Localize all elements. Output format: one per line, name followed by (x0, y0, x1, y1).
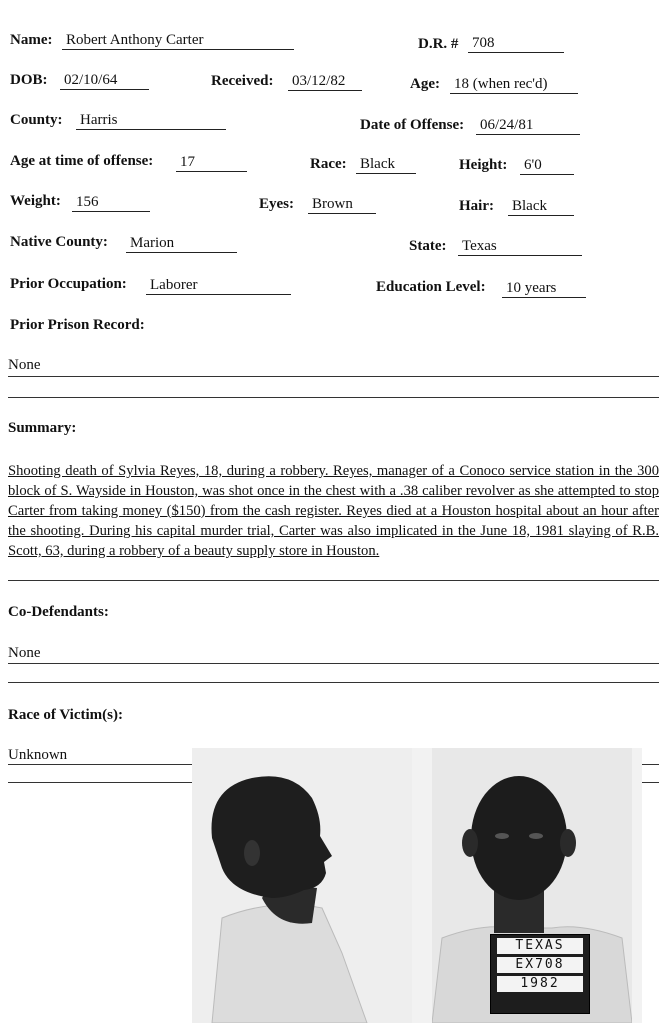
native-county-label: Native County: (10, 234, 108, 250)
placard-line-2: EX708 (497, 957, 583, 973)
underline-victim-left-2 (8, 782, 192, 783)
underline-prior-record-2 (8, 397, 659, 398)
placard-line-3: 1982 (497, 976, 583, 992)
age-label: Age: (410, 76, 440, 92)
age-at-offense-label: Age at time of offense: (10, 153, 154, 169)
native-county-value: Marion (126, 235, 237, 253)
received-label: Received: (211, 73, 274, 89)
underline-codef-1 (8, 663, 659, 664)
race-label: Race: (310, 156, 347, 172)
underline-codef-2 (8, 682, 659, 683)
name-value: Robert Anthony Carter (62, 32, 294, 50)
state-label: State: (409, 238, 447, 254)
dr-value: 708 (468, 35, 564, 53)
education-level-value: 10 years (502, 280, 586, 298)
co-defendants-heading: Co-Defendants: (8, 604, 109, 620)
underline-victim-right-2 (641, 782, 659, 783)
dr-label: D.R. # (418, 36, 459, 52)
prior-occupation-value: Laborer (146, 277, 291, 295)
underline-victim-left-1 (8, 764, 192, 765)
race-value: Black (356, 156, 416, 174)
dob-label: DOB: (10, 72, 48, 88)
prior-prison-record-heading: Prior Prison Record: (10, 317, 145, 333)
date-of-offense-label: Date of Offense: (360, 117, 465, 133)
eyes-label: Eyes: (259, 196, 294, 212)
underline-victim-right-1 (641, 764, 659, 765)
underline-summary (8, 580, 659, 581)
weight-value: 156 (72, 194, 150, 212)
eyes-value: Brown (308, 196, 376, 214)
placard (490, 934, 590, 1014)
height-value: 6'0 (520, 157, 574, 175)
hair-value: Black (508, 198, 574, 216)
prior-prison-record-value: None (8, 357, 41, 373)
prior-occupation-label: Prior Occupation: (10, 276, 127, 292)
county-label: County: (10, 112, 63, 128)
height-label: Height: (459, 157, 508, 173)
age-at-offense-value: 17 (176, 154, 247, 172)
date-of-offense-value: 06/24/81 (476, 117, 580, 135)
co-defendants-value: None (8, 645, 41, 661)
mugshot-photo (192, 748, 642, 1023)
hair-label: Hair: (459, 198, 494, 214)
underline-prior-record-1 (8, 376, 659, 377)
name-label: Name: (10, 32, 53, 48)
education-level-label: Education Level: (376, 279, 486, 295)
state-value: Texas (458, 238, 582, 256)
weight-label: Weight: (10, 193, 61, 209)
summary-heading: Summary: (8, 420, 77, 436)
county-value: Harris (76, 112, 226, 130)
dob-value: 02/10/64 (60, 72, 149, 90)
race-of-victims-value: Unknown (8, 747, 68, 763)
received-value: 03/12/82 (288, 73, 362, 91)
race-of-victims-heading: Race of Victim(s): (8, 707, 123, 723)
summary-text: Shooting death of Sylvia Reyes, 18, during a robbery. Reyes, manager of a Conoco service station in the 300 block of S. Wayside in Houston, was shot once in the chest with a .38 caliber revolver as she attempted to stop Carter from taking money ($150) from the cash register. Reyes died at a Houston hospital about an hour after the shooting. During his capital murder trial, Carter was also implicated in the June 18, 1981 slaying of R.B. Scott, 63, during a robbery of a beauty supply store in Houston. (8, 463, 659, 559)
placard-line-1: TEXAS (497, 938, 583, 954)
profile-portrait-icon (192, 748, 412, 1023)
age-value: 18 (when rec'd) (450, 76, 578, 94)
